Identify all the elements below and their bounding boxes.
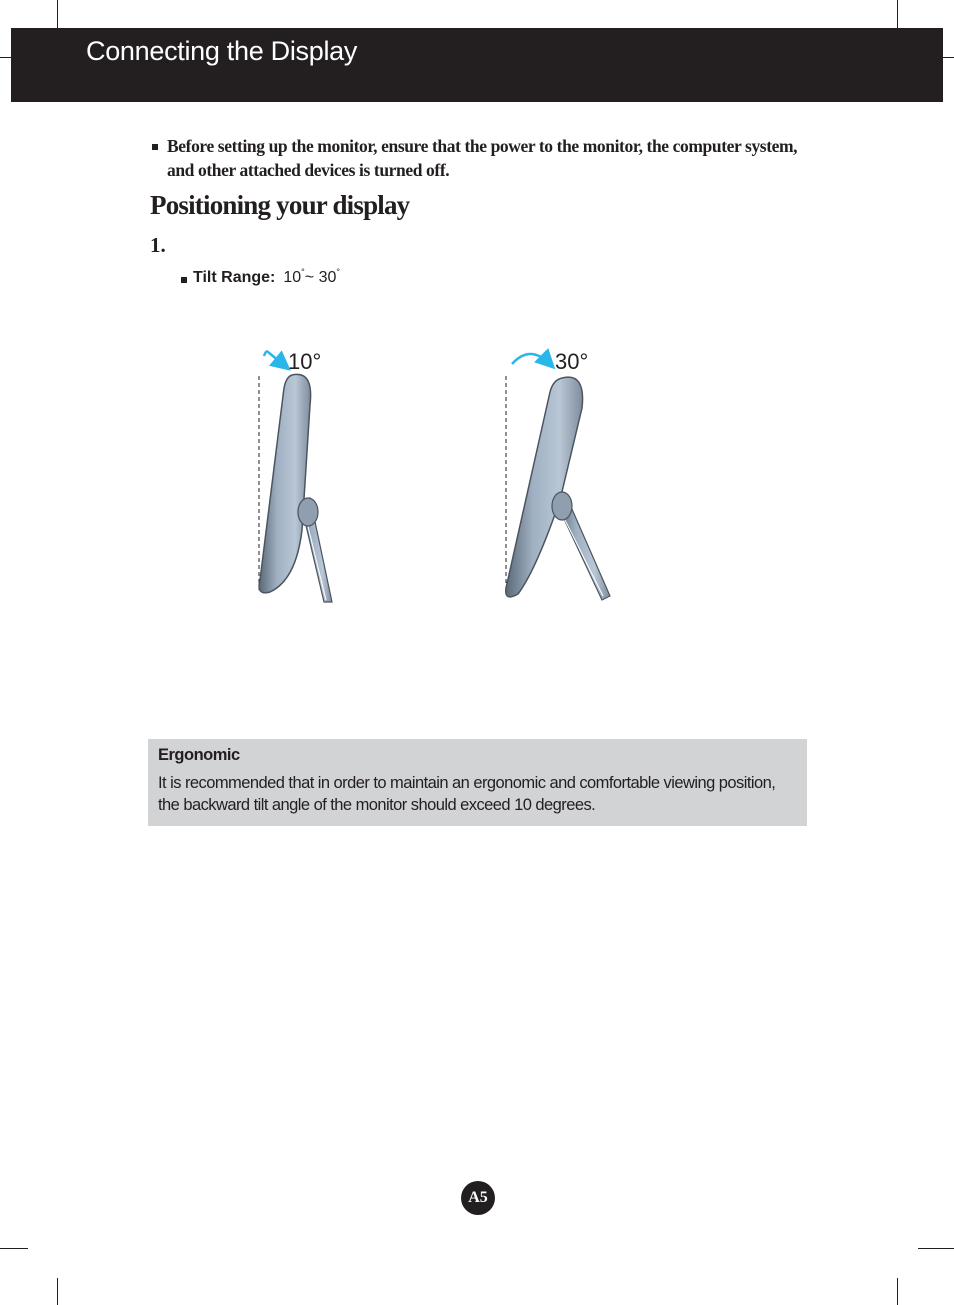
degree-symbol: °: [301, 267, 305, 277]
tilt-arrow-icon: [264, 352, 268, 357]
tilt-range-min: 10: [283, 269, 302, 286]
crop-mark: [918, 1248, 954, 1249]
crop-mark: [897, 1278, 898, 1305]
angle-label-10: 10°: [288, 349, 322, 374]
tilt-arrow-icon: [268, 352, 285, 366]
ergonomic-note: [148, 739, 807, 826]
stand-hinge: [298, 498, 318, 526]
stand-hinge: [552, 492, 572, 520]
tilt-illustration: [240, 330, 640, 620]
section-heading: Positioning your display: [150, 190, 410, 220]
monitor-panel: [506, 377, 583, 597]
tilt-range-label: Tilt Range:: [193, 269, 276, 286]
intro-warning: Before setting up the monitor, ensure that the power to the monitor, the computer system, and other attached devices is turned off.: [167, 136, 798, 180]
degree-symbol: °: [336, 267, 340, 277]
note-title: Ergonomic: [158, 746, 240, 764]
bullet-icon: [152, 144, 158, 150]
tilt-arrow-icon: [512, 354, 550, 364]
crop-mark: [943, 57, 954, 58]
monitor-panel: [259, 374, 311, 592]
tilt-range-spec: [193, 267, 340, 287]
crop-mark: [57, 0, 58, 28]
crop-mark: [0, 57, 11, 58]
page-number-badge: A5: [461, 1181, 495, 1215]
crop-mark: [57, 1278, 58, 1305]
tilt-range-max: ~ 30: [304, 269, 337, 286]
note-text: It is recommended that in order to maintain an ergonomic and comfortable viewing position, the backward tilt angle of the monitor should exceed 10 degrees.: [158, 774, 776, 814]
angle-label-30: 30°: [555, 349, 589, 374]
tilt-illustration-svg: [240, 330, 640, 620]
crop-mark: [897, 0, 898, 28]
page-title: Connecting the Display: [86, 36, 358, 66]
crop-mark: [0, 1248, 28, 1249]
monitor-10-degree: [259, 349, 332, 602]
bullet-icon: [181, 277, 187, 283]
step-number: 1.: [150, 233, 166, 257]
monitor-30-degree: [506, 349, 610, 600]
